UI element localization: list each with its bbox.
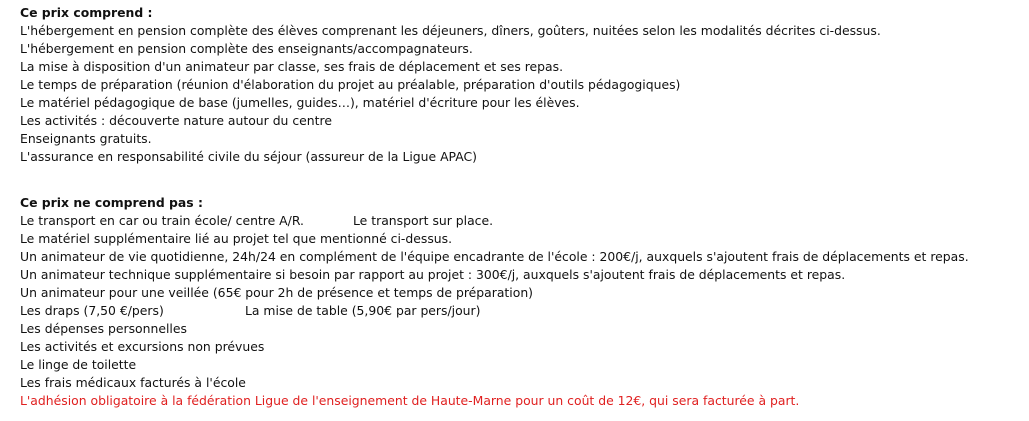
- excludes-item-frais-medicaux: Les frais médicaux facturés à l'école: [20, 375, 246, 390]
- excludes-draps: Les draps (7,50 €/pers): [20, 303, 164, 318]
- excludes-item-adhesion-notice: L'adhésion obligatoire à la fédération Ligue de l'enseignement de Haute-Marne pour un coût de 12€, qui sera facturée à part.: [20, 393, 800, 408]
- includes-item-hebergement-enseignants: L'hébergement en pension complète des enseignants/accompagnateurs.: [20, 41, 473, 56]
- includes-item-assurance: L'assurance en responsabilité civile du séjour (assureur de la Ligue APAC): [20, 149, 477, 164]
- excludes-item-animateur-veillee: Un animateur pour une veillée (65€ pour 2h de présence et temps de préparation): [20, 285, 534, 300]
- includes-item-hebergement-eleves: L'hébergement en pension complète des élèves comprenant les déjeuners, dîners, goûters, nuitées selon les modalités décrites ci-dessus.: [20, 23, 881, 38]
- excludes-heading: Ce prix ne comprend pas :: [20, 195, 203, 210]
- excludes-item-depenses: Les dépenses personnelles: [20, 321, 187, 336]
- price-document: [20, 4, 1025, 410]
- excludes-item-animateur-technique: Un animateur technique supplémentaire si besoin par rapport au projet : 300€/j, auxquels s'ajoutent frais de déplacements et repas.: [20, 267, 846, 282]
- excludes-item-animateur-vie: Un animateur de vie quotidienne, 24h/24 en complément de l'équipe encadrante de l'école : 200€/j, auxquels s'ajoutent frais de déplacements et repas.: [20, 249, 969, 264]
- excludes-item-draps-table: [20, 302, 1025, 320]
- includes-heading: Ce prix comprend :: [20, 5, 153, 20]
- includes-list: [20, 22, 1025, 166]
- excludes-item-materiel: Le matériel supplémentaire lié au projet tel que mentionné ci-dessus.: [20, 231, 453, 246]
- spacer: [20, 166, 1025, 184]
- excludes-item-activites: Les activités et excursions non prévues: [20, 339, 265, 354]
- excludes-transport-sur-place: Le transport sur place.: [353, 213, 494, 228]
- includes-item-preparation: Le temps de préparation (réunion d'élaboration du projet au préalable, préparation d'outils pédagogiques): [20, 77, 681, 92]
- includes-item-materiel: Le matériel pédagogique de base (jumelles, guides…), matériel d'écriture pour les élèves.: [20, 95, 580, 110]
- includes-item-enseignants-gratuits: Enseignants gratuits.: [20, 131, 152, 146]
- excludes-item-linge: Le linge de toilette: [20, 357, 137, 372]
- excludes-transport-car: Le transport en car ou train école/ centre A/R.: [20, 213, 304, 228]
- spacer: [20, 184, 1025, 194]
- includes-item-animateur: La mise à disposition d'un animateur par classe, ses frais de déplacement et ses repas.: [20, 59, 564, 74]
- excludes-mise-de-table: La mise de table (5,90€ par pers/jour): [245, 303, 481, 318]
- includes-item-activites: Les activités : découverte nature autour du centre: [20, 113, 332, 128]
- excludes-list: [20, 212, 1025, 410]
- excludes-item-transport: [20, 212, 1025, 230]
